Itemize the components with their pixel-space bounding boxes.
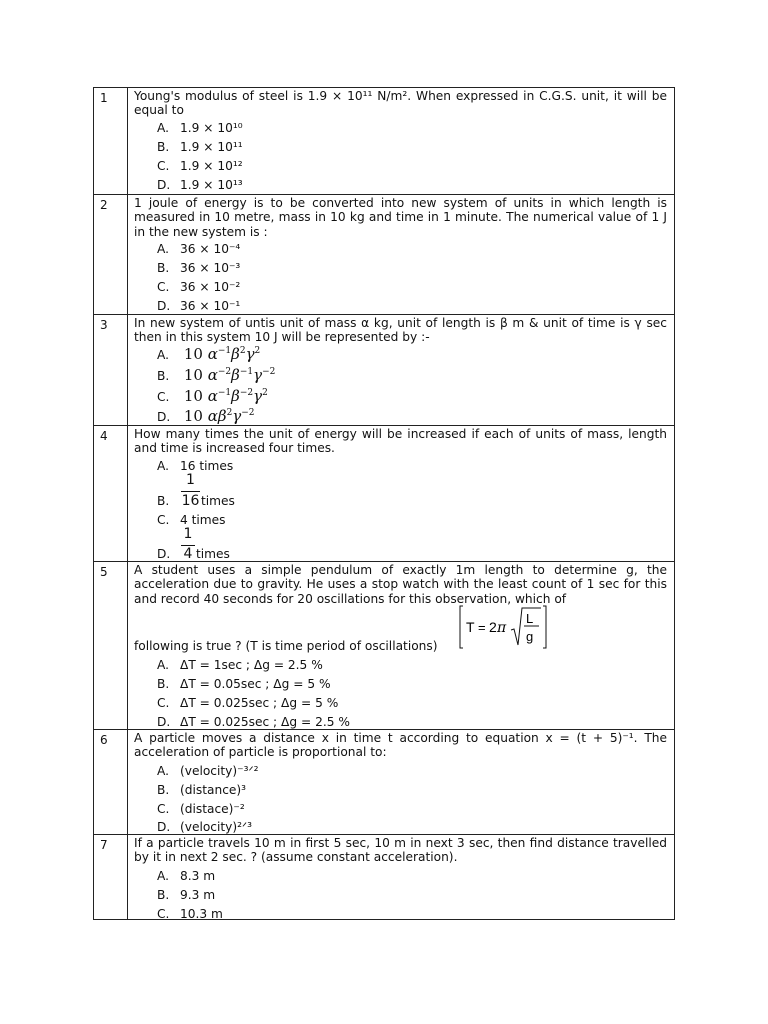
question-number: 3 xyxy=(100,318,108,332)
question-number: 4 xyxy=(100,429,108,443)
question-text: Young's modulus of steel is 1.9 × 10¹¹ N/m². When expressed in C.G.S. unit, it will be equal to xyxy=(134,89,667,118)
option-c: C. ΔT = 0.025sec ; Δg = 5 % xyxy=(157,696,339,710)
option-c: C. 1.9 × 10¹² xyxy=(157,159,243,173)
option-c: C. 10.3 m xyxy=(157,907,223,921)
question-row-3 xyxy=(94,314,674,425)
option-b: B. 36 × 10⁻³ xyxy=(157,261,241,275)
option-b: B. times xyxy=(157,494,235,508)
question-number: 1 xyxy=(100,91,108,105)
option-a: A. 1.9 × 10¹⁰ xyxy=(157,121,243,135)
question-text-continued: following is true ? (T is time period of oscillations) xyxy=(134,639,438,653)
question-text: A particle moves a distance x in time t according to equation x = (t + 5)⁻¹. The acceleration of particle is proportional to: xyxy=(134,731,667,760)
option-c: C. 10 $\alpha^{-1}\beta^{-2}\gamma^2$ xyxy=(157,387,268,405)
question-text: In new system of untis unit of mass α kg, unit of length is β m & unit of time is γ sec then in this system 10 J will be represented by :- xyxy=(134,316,667,345)
option-b: B. 1.9 × 10¹¹ xyxy=(157,140,243,154)
question-text: If a particle travels 10 m in first 5 sec, 10 m in next 3 sec, then find distance travelled by it in next 2 sec. ? (assume constant acceleration). xyxy=(134,836,667,865)
question-number: 6 xyxy=(100,733,108,747)
option-d: D. 1.9 × 10¹³ xyxy=(157,178,243,192)
question-number: 2 xyxy=(100,198,108,212)
option-c: C. 36 × 10⁻² xyxy=(157,280,241,294)
question-row-6 xyxy=(94,729,674,834)
option-a: A. 10 $\alpha^{-1}\beta^2\gamma^2$ xyxy=(157,345,261,363)
svg-text:L: L xyxy=(526,611,534,626)
question-row-5 xyxy=(94,561,674,729)
option-b: B. ΔT = 0.05sec ; Δg = 5 % xyxy=(157,677,331,691)
question-text: 1 joule of energy is to be converted into new system of units in which length is measured in 10 metre, mass in 10 kg and time in 1 minute. The numerical value of 1 J in the new system is : xyxy=(134,196,667,239)
fraction-1-4: 1 4 xyxy=(181,526,200,564)
option-b: B. (distance)³ xyxy=(157,783,247,797)
question-table xyxy=(93,87,675,920)
question-row-1 xyxy=(94,88,674,194)
expression: 10 $\alpha\beta^2\gamma^{-2}$ xyxy=(183,407,255,425)
pendulum-formula xyxy=(459,605,547,649)
question-row-7 xyxy=(94,834,674,921)
option-d: D. 36 × 10⁻¹ xyxy=(157,299,241,313)
question-number: 5 xyxy=(100,565,108,579)
option-d: D. 10 $\alpha\beta^2\gamma^{-2}$ xyxy=(157,407,255,425)
question-number: 7 xyxy=(100,838,108,852)
svg-text:=: = xyxy=(478,620,486,635)
svg-text:g: g xyxy=(526,629,534,644)
option-d: D. ΔT = 0.025sec ; Δg = 2.5 % xyxy=(157,715,350,729)
option-c: C. 4 times xyxy=(157,513,226,527)
option-a: A. 36 × 10⁻⁴ xyxy=(157,242,241,256)
option-b: B. 9.3 m xyxy=(157,888,216,902)
expression: 10 $\alpha^{-1}\beta^2\gamma^2$ xyxy=(183,345,261,363)
question-text: How many times the unit of energy will be increased if each of units of mass, length and time is increased four times. xyxy=(134,427,667,456)
expression: 10 $\alpha^{-1}\beta^{-2}\gamma^2$ xyxy=(183,387,268,405)
option-a: A. 16 times xyxy=(157,459,234,473)
option-a: A. 8.3 m xyxy=(157,869,216,883)
option-b: B. 10 $\alpha^{-2}\beta^{-1}\gamma^{-2}$ xyxy=(157,366,276,384)
option-d: D. times xyxy=(157,547,230,561)
question-row-2 xyxy=(94,194,674,314)
svg-text:T: T xyxy=(466,619,475,635)
option-c: C. (distace)⁻² xyxy=(157,802,245,816)
question-row-4 xyxy=(94,425,674,561)
option-a: A. (velocity)⁻³ᐟ² xyxy=(157,764,259,778)
fraction-1-16: 1 16 xyxy=(181,472,200,509)
option-a: A. ΔT = 1sec ; Δg = 2.5 % xyxy=(157,658,323,672)
expression: 10 $\alpha^{-2}\beta^{-1}\gamma^{-2}$ xyxy=(183,366,276,384)
svg-text:π: π xyxy=(497,620,507,636)
question-text: A student uses a simple pendulum of exactly 1m length to determine g, the acceleration due to gravity. He uses a stop watch with the least count of 1 sec for this and record 40 seconds for 20 oscillations for this observation, which of xyxy=(134,563,667,606)
option-d: D. (velocity)²ᐟ³ xyxy=(157,820,253,834)
svg-text:2: 2 xyxy=(489,619,497,635)
